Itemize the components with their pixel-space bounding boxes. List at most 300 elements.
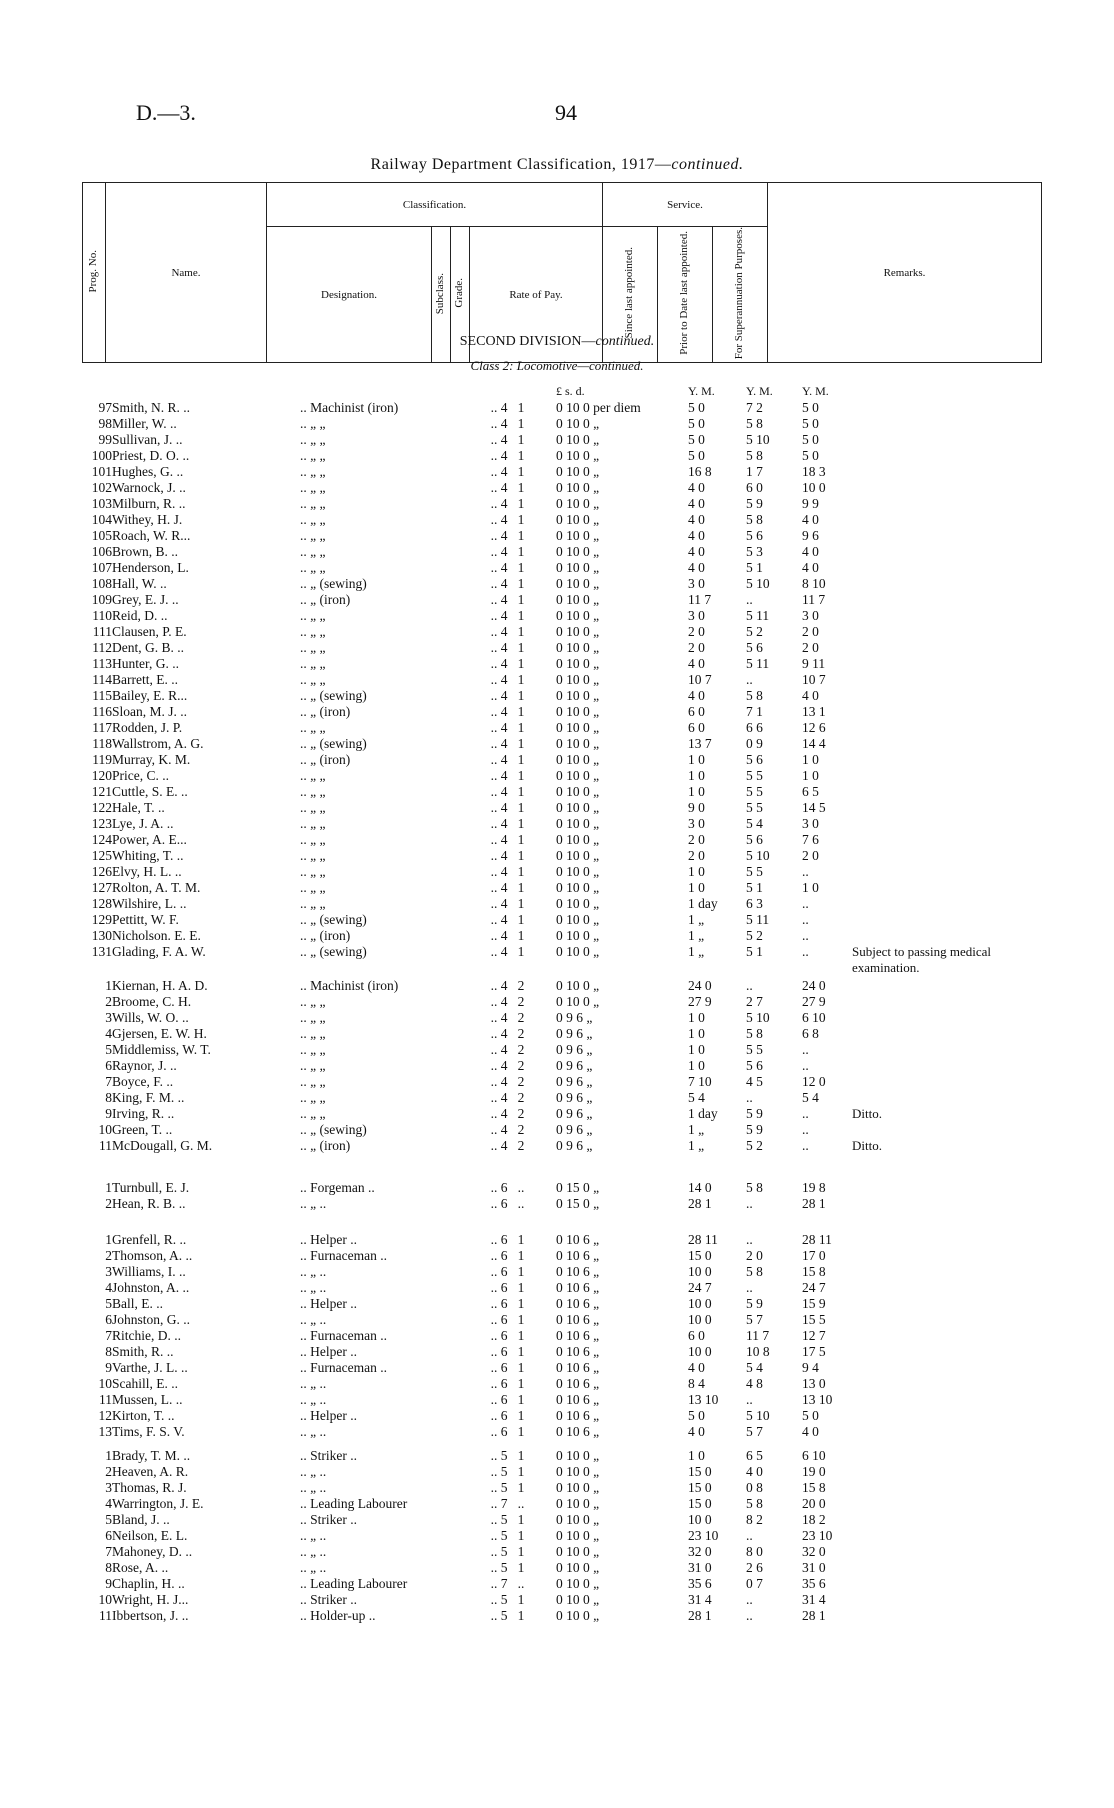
cell-gr: 1 [517,1248,525,1263]
cell-name: Elvy, H. L. .. [112,864,182,879]
cell-prior: 5 1 [746,560,763,575]
cell-prior: 2 6 [746,1560,763,1575]
cell-no: 5 [105,1296,112,1311]
cell-super: 28 1 [802,1196,826,1211]
cell-name: Mahoney, D. .. [112,1544,193,1559]
cell-gr: 1 [517,560,525,575]
cell-gr: .. [517,1180,525,1195]
cell-prior: .. [746,592,753,607]
cell-name: Pettitt, W. F. [112,912,179,927]
cell-super: 14 5 [802,800,826,815]
cell-des: .. „ „ [300,768,326,783]
cell-des: .. „ (iron) [300,752,351,767]
cell-prior: 5 4 [746,1360,763,1375]
table-row [0,912,1114,928]
cell-since: 4 0 [688,496,705,511]
cell-since: 27 9 [688,994,712,1009]
cell-des: .. „ .. [300,1464,327,1479]
cell-gr: 1 [517,464,525,479]
cell-prior: .. [746,1232,753,1247]
cell-des: .. Striker .. [300,1512,357,1527]
cell-since: 28 1 [688,1608,712,1623]
cell-name: Sullivan, J. .. [112,432,183,447]
cell-since: 1 0 [688,1448,705,1463]
cell-name: Hughes, G. .. [112,464,184,479]
table-row [0,1480,1114,1496]
cell-name: Nicholson. E. E. [112,928,201,943]
cell-since: 15 0 [688,1480,712,1495]
cell-no: 10 [98,1376,112,1391]
cell-rate: 0 9 6 „ [556,1138,593,1153]
table-row [0,1312,1114,1328]
cell-prior: 5 2 [746,928,763,943]
cell-sub: .. 4 [490,704,508,719]
cell-name: Wills, W. O. .. [112,1010,189,1025]
cell-des: .. „ „ [300,480,326,495]
cell-prior: 5 5 [746,800,763,815]
cell-sub: .. 7 [490,1576,508,1591]
cell-rate: 0 10 0 „ [556,864,600,879]
cell-since: 1 „ [688,928,705,943]
cell-des: .. „ „ [300,624,326,639]
cell-sub: .. 4 [490,512,508,527]
cell-super: 15 5 [802,1312,826,1327]
cell-name: Smith, R. .. [112,1344,174,1359]
cell-des: .. „ „ [300,1010,326,1025]
cell-rate: 0 10 0 „ [556,720,600,735]
cell-prior: 5 11 [746,912,770,927]
cell-no: 7 [105,1328,112,1343]
cell-des: .. „ .. [300,1480,327,1495]
cell-des: .. „ (sewing) [300,944,367,959]
cell-super: 9 11 [802,656,826,671]
cell-name: Bailey, E. R... [112,688,188,703]
cell-des: .. Leading Labourer [300,1576,408,1591]
table-row [0,736,1114,752]
table-row [0,1376,1114,1392]
title-continued: continued. [671,156,744,173]
cell-name: Wright, H. J... [112,1592,189,1607]
cell-rate: 0 10 0 „ [556,1480,600,1495]
cell-super: .. [802,896,809,911]
cell-super: 12 7 [802,1328,826,1343]
cell-gr: 1 [517,1232,525,1247]
cell-no: 130 [91,928,112,943]
cell-no: 9 [105,1106,112,1121]
cell-super: .. [802,928,809,943]
cell-super: 9 4 [802,1360,819,1375]
cell-super: 5 0 [802,400,819,415]
cell-rate: 0 10 0 „ [556,496,600,511]
table-row [0,1280,1114,1296]
cell-prior: 5 9 [746,1296,763,1311]
cell-sub: .. 6 [490,1344,508,1359]
cell-prior: 5 8 [746,1180,763,1195]
cell-super: 35 6 [802,1576,826,1591]
table-row [0,1424,1114,1440]
table-row [0,784,1114,800]
table-row [0,1090,1114,1106]
cell-name: Power, A. E... [112,832,187,847]
cell-name: Thomas, R. J. [112,1480,187,1495]
cell-super: 31 4 [802,1592,826,1607]
cell-rate: 0 10 6 „ [556,1280,600,1295]
cell-gr: 1 [517,480,525,495]
cell-sub: .. 4 [490,944,508,959]
cell-no: 110 [92,608,112,623]
cell-super: 12 6 [802,720,826,735]
cell-prior: 5 8 [746,416,763,431]
cell-des: .. „ „ [300,656,326,671]
cell-name: Ball, E. .. [112,1296,163,1311]
cell-prior: 5 3 [746,544,763,559]
cell-no: 127 [91,880,112,895]
cell-des: .. „ (sewing) [300,736,367,751]
table-row [0,624,1114,640]
cell-des: .. „ .. [300,1376,327,1391]
cell-gr: 1 [517,1312,525,1327]
cell-rate: 0 9 6 „ [556,1074,593,1089]
cell-name: Varthe, J. L. .. [112,1360,188,1375]
cell-name: Reid, D. .. [112,608,168,623]
cell-des: .. „ „ [300,1042,326,1057]
cell-no: 2 [105,994,112,1009]
cell-des: .. „ (sewing) [300,576,367,591]
cell-prior: 2 0 [746,1248,763,1263]
page-number: 94 [555,100,577,125]
cell-prior: 6 6 [746,720,763,735]
cell-sub: .. 4 [490,416,508,431]
cell-sub: .. 4 [490,656,508,671]
cell-des: .. Furnaceman .. [300,1360,387,1375]
cell-des: .. Leading Labourer [300,1496,408,1511]
cell-des: .. „ .. [300,1424,327,1439]
table-row [0,800,1114,816]
cell-sub: .. 4 [490,480,508,495]
cell-no: 10 [98,1122,112,1137]
cell-des: .. „ „ [300,672,326,687]
cell-rate: 0 10 6 „ [556,1312,600,1327]
cell-prior: .. [746,1280,753,1295]
cell-name: Barrett, E. .. [112,672,178,687]
cell-sub: .. 6 [490,1232,508,1247]
cell-name: Williams, I. .. [112,1264,186,1279]
cell-gr: .. [517,1576,525,1591]
cell-name: Rolton, A. T. M. [112,880,201,895]
cell-sub: .. 4 [490,1090,508,1105]
cell-prior: 5 9 [746,1122,763,1137]
cell-super: 17 5 [802,1344,826,1359]
cell-since: 13 10 [688,1392,719,1407]
cell-super: 11 7 [802,592,826,607]
cell-since: 1 0 [688,1026,705,1041]
cell-no: 108 [91,576,112,591]
cell-super: .. [802,1106,809,1121]
cell-des: .. „ .. [300,1264,327,1279]
table-row [0,1122,1114,1138]
cell-rate: 0 10 0 „ [556,448,600,463]
cell-des: .. „ .. [300,1280,327,1295]
table-row [0,1264,1114,1280]
cell-rate: 0 9 6 „ [556,1058,593,1073]
cell-name: Priest, D. O. .. [112,448,190,463]
cell-des: .. „ „ [300,528,326,543]
cell-prior: 4 8 [746,1376,763,1391]
cell-prior: 5 9 [746,496,763,511]
cell-rate: 0 10 0 „ [556,928,600,943]
cell-sub: .. 4 [490,688,508,703]
cell-gr: 1 [517,1480,525,1495]
cell-rate: 0 10 6 „ [556,1408,600,1423]
cell-super: 5 0 [802,1408,819,1423]
cell-gr: 1 [517,528,525,543]
cell-no: 1 [105,1232,112,1247]
cell-name: Neilson, E. L. [112,1528,188,1543]
cell-prior: 5 10 [746,1408,770,1423]
cell-since: 16 8 [688,464,712,479]
cell-rate: 0 10 0 per diem [556,400,641,415]
cell-no: 106 [91,544,112,559]
cell-rate: 0 10 0 „ [556,832,600,847]
cell-no: 11 [99,1392,112,1407]
cell-prior: 5 8 [746,1496,763,1511]
cell-rate: 0 10 0 „ [556,1448,600,1463]
cell-gr: 1 [517,1528,525,1543]
cell-since: 4 0 [688,544,705,559]
cell-no: 99 [98,432,112,447]
cell-prior: 4 0 [746,1464,763,1479]
cell-des: .. „ „ [300,1026,326,1041]
table-row [0,1026,1114,1042]
cell-sub: .. 4 [490,1074,508,1089]
cell-no: 7 [105,1074,112,1089]
cell-since: 10 7 [688,672,712,687]
cell-prior: .. [746,1608,753,1623]
cell-name: Thomson, A. .. [112,1248,193,1263]
cell-prior: 0 7 [746,1576,763,1591]
cell-gr: 1 [517,496,525,511]
cell-gr: 1 [517,512,525,527]
cell-sub: .. 6 [490,1264,508,1279]
cell-des: .. Machinist (iron) [300,400,399,415]
cell-name: Johnston, A. .. [112,1280,190,1295]
cell-prior: 5 5 [746,864,763,879]
cell-prior: 7 1 [746,704,763,719]
cell-prior: 5 5 [746,784,763,799]
cell-since: 1 day [688,896,718,911]
cell-since: 7 10 [688,1074,712,1089]
cell-sub: .. 4 [490,496,508,511]
cell-since: 3 0 [688,576,705,591]
table-row [0,1248,1114,1264]
cell-prior: .. [746,1196,753,1211]
cell-sub: .. 6 [490,1312,508,1327]
cell-name: Cuttle, S. E. .. [112,784,188,799]
cell-no: 116 [92,704,112,719]
cell-sub: .. 4 [490,544,508,559]
cell-prior: 5 8 [746,1264,763,1279]
cell-name: Price, C. .. [112,768,169,783]
cell-no: 119 [92,752,112,767]
cell-no: 6 [105,1312,112,1327]
table-row [0,816,1114,832]
cell-des: .. Holder-up .. [300,1608,376,1623]
cell-des: .. „ „ [300,832,326,847]
cell-super: 1 0 [802,752,819,767]
cell-des: .. Helper .. [300,1408,357,1423]
cell-rate: 0 10 0 „ [556,896,600,911]
cell-no: 1 [105,1448,112,1463]
cell-since: 1 „ [688,944,705,959]
cell-prior: 5 6 [746,640,763,655]
cell-gr: 1 [517,784,525,799]
col-rate: Rate of Pay. [470,227,603,363]
cell-no: 115 [92,688,112,703]
table-row [0,576,1114,592]
cell-sub: .. 4 [490,912,508,927]
cell-prior: 0 8 [746,1480,763,1495]
cell-sub: .. 4 [490,832,508,847]
table-row [0,464,1114,480]
cell-super: 20 0 [802,1496,826,1511]
cell-des: .. „ „ [300,896,326,911]
cell-gr: 1 [517,1544,525,1559]
cell-super: 28 11 [802,1232,832,1247]
cell-name: Rodden, J. P. [112,720,183,735]
col-classification: Classification. [267,183,603,227]
cell-gr: 1 [517,1592,525,1607]
cell-des: .. „ (sewing) [300,688,367,703]
cell-sub: .. 4 [490,816,508,831]
cell-since: 28 11 [688,1232,718,1247]
cell-super: 10 7 [802,672,826,687]
cell-name: Miller, W. .. [112,416,177,431]
cell-gr: 2 [517,1106,525,1121]
cell-prior: 8 2 [746,1512,763,1527]
cell-since: 1 „ [688,1138,705,1153]
cell-since: 24 0 [688,978,712,993]
cell-rate: 0 9 6 „ [556,1010,593,1025]
cell-sub: .. 4 [490,448,508,463]
cell-rate: 0 10 0 „ [556,994,600,1009]
cell-no: 1 [105,1180,112,1195]
cell-rate: 0 10 6 „ [556,1232,600,1247]
cell-sub: .. 6 [490,1360,508,1375]
cell-since: 5 0 [688,1408,705,1423]
table-row [0,1180,1114,1196]
table-row [0,704,1114,720]
table-row [0,880,1114,896]
col-name: Name. [106,183,267,363]
cell-since: 32 0 [688,1544,712,1559]
since-units: Y. M. [688,384,715,398]
cell-prior: 5 6 [746,1058,763,1073]
table-row [0,1058,1114,1074]
cell-des: .. Striker .. [300,1592,357,1607]
cell-des: .. „ .. [300,1544,327,1559]
cell-sub: .. 4 [490,880,508,895]
cell-no: 124 [91,832,112,847]
cell-no: 9 [105,1360,112,1375]
cell-no: 118 [92,736,112,751]
cell-gr: 2 [517,1090,525,1105]
table-row [0,608,1114,624]
cell-super: 6 8 [802,1026,819,1041]
cell-prior: 5 4 [746,816,763,831]
cell-name: McDougall, G. M. [112,1138,213,1153]
cell-des: .. Helper .. [300,1296,357,1311]
table-row [0,1138,1114,1154]
cell-rate: 0 10 0 „ [556,672,600,687]
table-row [0,1560,1114,1576]
cell-rate: 0 10 0 „ [556,464,600,479]
cell-des: .. „ „ [300,416,326,431]
cell-gr: 1 [517,1376,525,1391]
cell-rate: 0 10 0 „ [556,688,600,703]
cell-prior: 4 5 [746,1074,763,1089]
cell-rate: 0 10 6 „ [556,1328,600,1343]
cell-sub: .. 4 [490,400,508,415]
document-reference: D.—3. [136,100,196,125]
table-row [0,1408,1114,1424]
cell-name: Tims, F. S. V. [112,1424,185,1439]
cell-super: 9 9 [802,496,819,511]
cell-gr: 1 [517,1560,525,1575]
cell-sub: .. 4 [490,994,508,1009]
cell-rate: 0 10 6 „ [556,1424,600,1439]
cell-super: 15 8 [802,1480,826,1495]
cell-prior: .. [746,1090,753,1105]
col-super: For Superannuation Purposes. [713,227,768,363]
cell-name: Bland, J. .. [112,1512,170,1527]
cell-sub: .. 5 [490,1544,508,1559]
cell-name: Brown, B. .. [112,544,179,559]
cell-super: 32 0 [802,1544,826,1559]
cell-gr: 2 [517,978,525,993]
cell-prior: 8 0 [746,1544,763,1559]
cell-gr: 2 [517,1010,525,1025]
cell-des: .. „ „ [300,1090,326,1105]
table-row [0,768,1114,784]
cell-rate: 0 10 6 „ [556,1360,600,1375]
cell-since: 23 10 [688,1528,719,1543]
cell-prior: 5 6 [746,528,763,543]
table-row [0,1042,1114,1058]
cell-no: 125 [91,848,112,863]
cell-gr: 2 [517,1026,525,1041]
cell-gr: 1 [517,752,525,767]
cell-name: Johnston, G. .. [112,1312,191,1327]
cell-since: 31 4 [688,1592,712,1607]
cell-sub: .. 5 [490,1592,508,1607]
cell-rem: examination. [852,960,920,975]
cell-name: Smith, N. R. .. [112,400,191,415]
cell-des: .. „ „ [300,512,326,527]
cell-since: 1 0 [688,1010,705,1025]
table-row [0,978,1114,994]
cell-gr: 1 [517,688,525,703]
cell-no: 2 [105,1196,112,1211]
cell-des: .. „ .. [300,1312,327,1327]
table-row [0,1392,1114,1408]
table-row [0,1010,1114,1026]
table-row [0,752,1114,768]
cell-rate: 0 10 0 „ [556,800,600,815]
cell-rate: 0 10 0 „ [556,1464,600,1479]
cell-des: .. Striker .. [300,1448,357,1463]
cell-sub: .. 4 [490,432,508,447]
table-row [0,1196,1114,1212]
